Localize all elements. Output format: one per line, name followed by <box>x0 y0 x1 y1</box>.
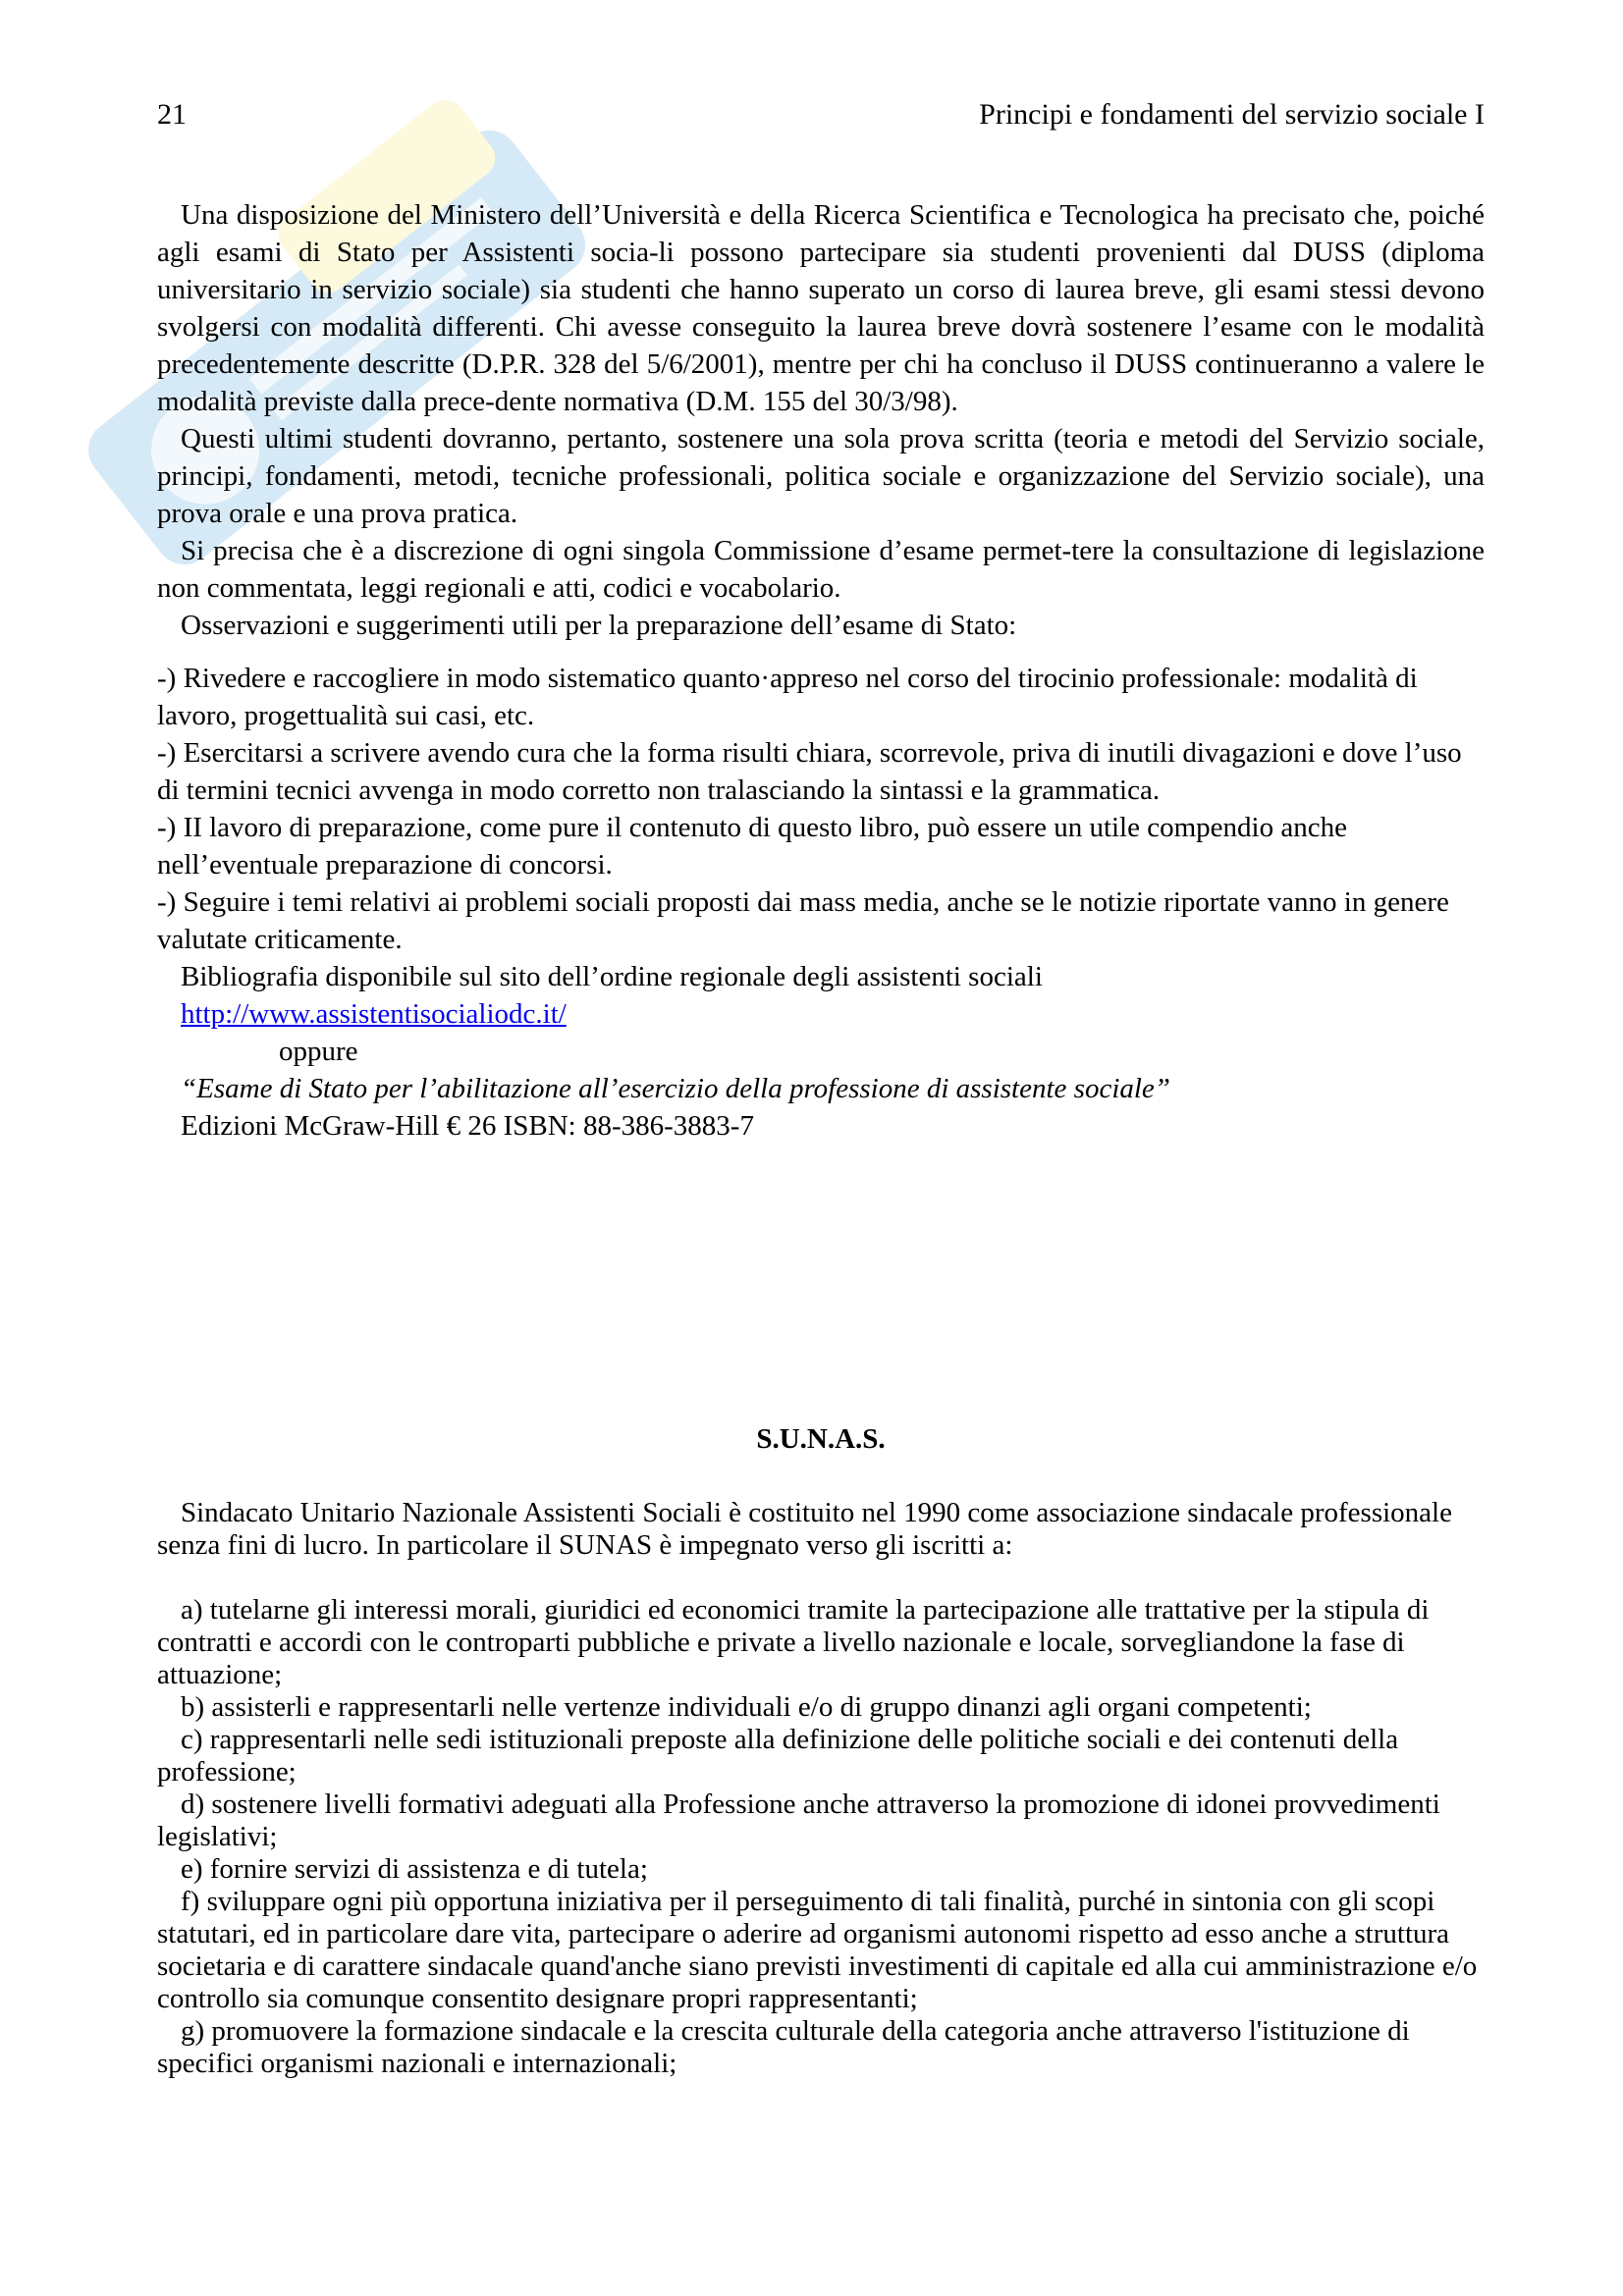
list-item: a) tutelarne gli interessi morali, giuridici ed economici tramite la partecipazione alle trattative per la stipula di contratti e accordi con le controparti pubbliche e private a livello nazionale e locale, sorvegliandone la fase di attuazione; <box>157 1594 1430 1690</box>
sunas-intro: Sindacato Unitario Nazionale Assistenti Sociali è costituito nel 1990 come associazione sindacale professionale senza fini di lucro. In particolare il SUNAS è impegnato verso gli iscritti a: <box>157 1497 1452 1561</box>
page-number: 21 <box>157 98 187 131</box>
list-item: -) Esercitarsi a scrivere avendo cura che la forma risulti chiara, scorrevole, priva di inutili divagazioni e dove l’uso di termini tecnici avvenga in modo corretto non tralasciando la sintassi e la grammatica. <box>157 737 1462 806</box>
list-item: b) assisterli e rappresentarli nelle vertenze individuali e/o di gruppo dinanzi agli organi competenti; <box>181 1691 1312 1723</box>
list-item: c) rappresentarli nelle sedi istituzionali preposte alla definizione delle politiche sociali e dei contenuti della professione; <box>157 1724 1399 1788</box>
list-item: -) Seguire i temi relativi ai problemi sociali proposti dai mass media, anche se le notizie riportate vanno in genere valutate criticamente. <box>157 886 1449 955</box>
list-item: f) sviluppare ogni più opportuna iniziativa per il perseguimento di tali finalità, purché in sintonia con gli scopi statutari, ed in particolare dare vita, partecipare o aderire ad organismi autonomi rispetto ad esso anche a struttura societaria e di carattere sindacale quand'anche siano previsti investimenti di capitale ed alla cui amministrazione e/o controllo sia comunque consentito designare propri rappresentanti; <box>157 1886 1478 2014</box>
sunas-section <box>157 1497 1485 2080</box>
bibliography-intro: Bibliografia disponibile sul sito dell’ordine regionale degli assistenti sociali <box>181 961 1043 992</box>
bibliography-or: oppure <box>279 1036 358 1067</box>
list-item: -) II lavoro di preparazione, come pure il contenuto di questo libro, può essere un utile compendio anche nell’eventuale preparazione di concorsi. <box>157 812 1347 881</box>
section-title-sunas: S.U.N.A.S. <box>756 1423 886 1455</box>
spacer <box>157 1562 1485 1594</box>
list-item: g) promuovere la formazione sindacale e la crescita culturale della categoria anche attraverso l'istituzione di specifici organismi nazionali e internazionali; <box>157 2015 1410 2079</box>
page-header <box>157 98 1485 145</box>
list-item: d) sostenere livelli formativi adeguati alla Professione anche attraverso la promozione di idonei provvedimenti legislativi; <box>157 1789 1440 1852</box>
main-content <box>157 196 1485 1145</box>
paragraph-ministry: Una disposizione del Ministero dell’Università e della Ricerca Scientifica e Tecnologica ha precisato che, poiché agli esami di Stato per Assistenti socia-li possono partecipare sia studenti provenienti dal DUSS (diploma universitario in servizio sociale) sia studenti che hanno superato un corso di laurea breve, gli esami stessi devono svolgersi con modalità differenti. Chi avesse conseguito la laurea breve dovrà sostenere l’esame con le modalità precedentemente descritte (D.P.R. 328 del 5/6/2001), mentre per chi ha concluso il DUSS continueranno a valere le modalità previste dalla prece-dente normativa (D.M. 155 del 30/3/98). <box>157 199 1485 417</box>
running-title: Principi e fondamenti del servizio sociale I <box>979 98 1485 131</box>
spacer <box>157 644 1485 660</box>
suggestions-list <box>157 660 1485 958</box>
paragraph-suggestions-intro: Osservazioni e suggerimenti utili per la preparazione dell’esame di Stato: <box>181 610 1017 641</box>
book-title: “Esame di Stato per l’abilitazione all’esercizio della professione di assistente sociale” <box>181 1073 1170 1104</box>
list-item: -) Rivedere e raccogliere in modo sistematico quanto·appreso nel corso del tirocinio professionale: modalità di lavoro, progettualità sui casi, etc. <box>157 663 1418 731</box>
bibliography-link[interactable]: http://www.assistentisocialiodc.it/ <box>181 998 567 1030</box>
paragraph-students: Questi ultimi studenti dovranno, pertanto, sostenere una sola prova scritta (teoria e metodi del Servizio sociale, principi, fondamenti, metodi, tecniche professionali, politica sociale e organizzazione del Servizio sociale), una prova orale e una prova pratica. <box>157 423 1485 529</box>
list-item: e) fornire servizi di assistenza e di tutela; <box>181 1853 648 1885</box>
book-info: Edizioni McGraw-Hill € 26 ISBN: 88-386-3883-7 <box>181 1110 754 1142</box>
paragraph-commission: Si precisa che è a discrezione di ogni singola Commissione d’esame permet-tere la consultazione di legislazione non commentata, leggi regionali e atti, codici e vocabolario. <box>157 535 1485 604</box>
